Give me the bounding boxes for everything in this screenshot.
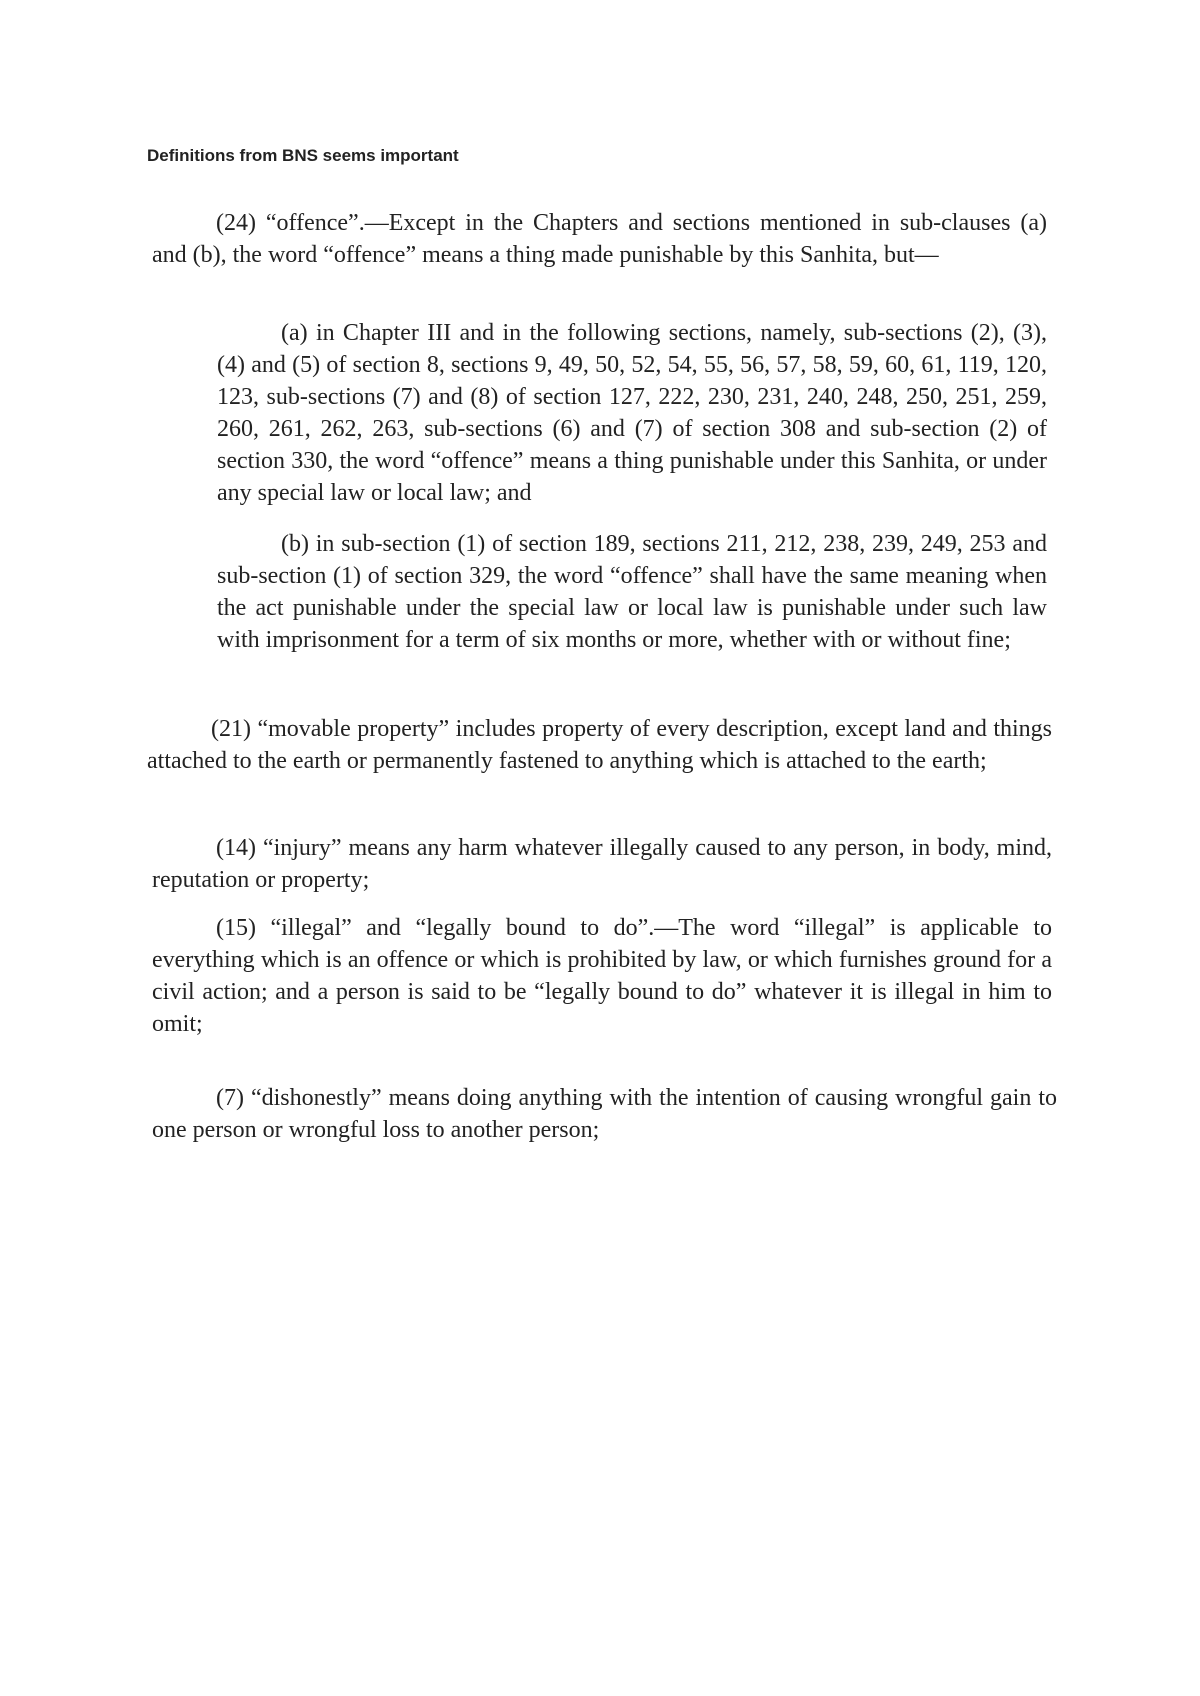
definition-15-text: (15) “illegal” and “legally bound to do”.—The word “illegal” is applicable to everything which is an offence or which is prohibited by law, or which furnishes ground for a civil action; and a person is said to be “legally bound to do” whatever it is illegal in him to omit;: [152, 915, 1052, 1037]
definition-24-offence: [152, 207, 1047, 271]
definition-7-dishonestly: [152, 1082, 1057, 1146]
definition-24-clause-a: [217, 317, 1047, 509]
definition-15-illegal: [152, 912, 1052, 1040]
clause-b-text: (b) in sub-section (1) of section 189, sections 211, 212, 238, 239, 249, 253 and sub-section (1) of section 329, the word “offence” shall have the same meaning when the act punishable under the special law or local law is punishable under such law with imprisonment for a term of six months or more, whether with or without fine;: [217, 531, 1047, 653]
definition-14-text: (14) “injury” means any harm whatever illegally caused to any person, in body, mind, reputation or property;: [152, 835, 1052, 893]
definition-24-text: (24) “offence”.—Except in the Chapters and sections mentioned in sub-clauses (a) and (b), the word “offence” means a thing made punishable by this Sanhita, but—: [152, 210, 1047, 268]
definition-21-movable-property: [147, 713, 1052, 777]
clause-a-text: (a) in Chapter III and in the following sections, namely, sub-sections (2), (3), (4) and (5) of section 8, sections 9, 49, 50, 52, 54, 55, 56, 57, 58, 59, 60, 61, 119, 120, 123, sub-sections (7) and (8) of section 127, 222, 230, 231, 240, 248, 250, 251, 259, 260, 261, 262, 263, sub-sections (6) and (7) of section 308 and sub-section (2) of section 330, the word “offence” means a thing punishable under this Sanhita, or under any special law or local law; and: [217, 320, 1047, 506]
definition-24-clause-b: [217, 528, 1047, 656]
definition-14-injury: [152, 832, 1052, 896]
definition-7-text: (7) “dishonestly” means doing anything with the intention of causing wrongful gain to one person or wrongful loss to another person;: [152, 1085, 1057, 1143]
page-heading: Definitions from BNS seems important: [147, 146, 459, 165]
definition-21-text: (21) “movable property” includes property of every description, except land and things attached to the earth or permanently fastened to anything which is attached to the earth;: [147, 716, 1052, 774]
